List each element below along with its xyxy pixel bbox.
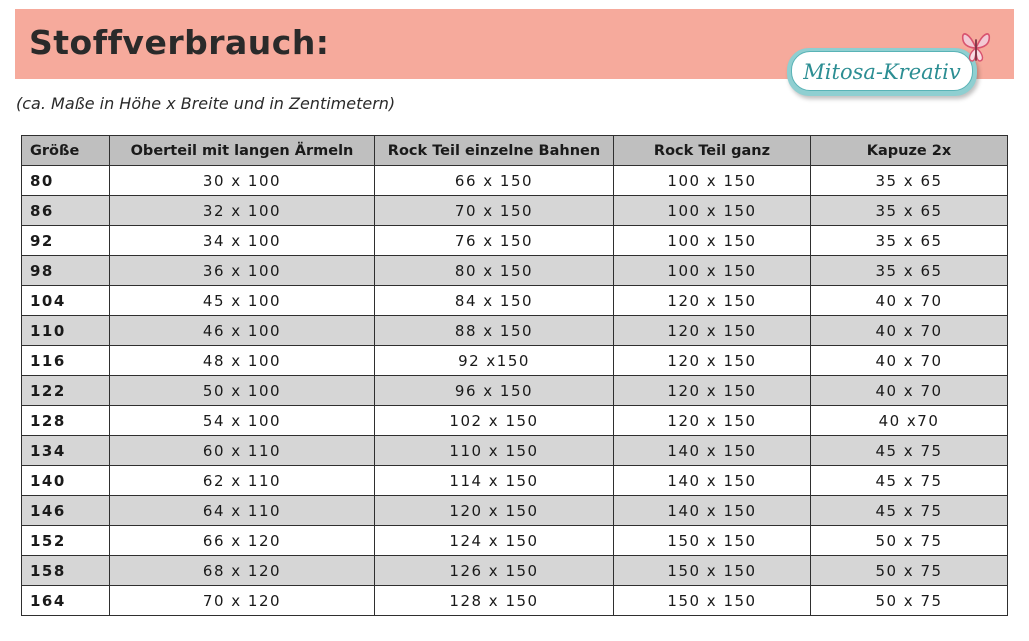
skirt-whole-cell: 140 x 150 xyxy=(614,496,811,526)
hood-cell: 40 x 70 xyxy=(811,316,1008,346)
skirt-whole-cell: 100 x 150 xyxy=(614,226,811,256)
hood-cell: 50 x 75 xyxy=(811,556,1008,586)
skirt-whole-cell: 120 x 150 xyxy=(614,376,811,406)
skirt-panels-cell: 124 x 150 xyxy=(375,526,614,556)
fabric-table xyxy=(21,135,1008,616)
skirt-panels-cell: 70 x 150 xyxy=(375,196,614,226)
table-row xyxy=(22,436,1008,466)
table-row xyxy=(22,166,1008,196)
size-cell: 110 xyxy=(22,316,110,346)
skirt-whole-cell: 150 x 150 xyxy=(614,586,811,616)
skirt-whole-cell: 100 x 150 xyxy=(614,166,811,196)
hood-cell: 45 x 75 xyxy=(811,436,1008,466)
skirt-panels-cell: 66 x 150 xyxy=(375,166,614,196)
page-subtitle: (ca. Maße in Höhe x Breite und in Zentimetern) xyxy=(16,94,396,113)
skirt-panels-cell: 126 x 150 xyxy=(375,556,614,586)
skirt-panels-cell: 88 x 150 xyxy=(375,316,614,346)
table-row xyxy=(22,376,1008,406)
skirt-panels-cell: 128 x 150 xyxy=(375,586,614,616)
top-cell: 34 x 100 xyxy=(110,226,375,256)
top-cell: 46 x 100 xyxy=(110,316,375,346)
skirt-whole-cell: 140 x 150 xyxy=(614,436,811,466)
table-row xyxy=(22,346,1008,376)
size-cell: 158 xyxy=(22,556,110,586)
top-cell: 36 x 100 xyxy=(110,256,375,286)
logo-text: Mitosa-Kreativ xyxy=(803,60,961,84)
top-cell: 54 x 100 xyxy=(110,406,375,436)
table-row xyxy=(22,466,1008,496)
table-row xyxy=(22,316,1008,346)
hood-cell: 35 x 65 xyxy=(811,166,1008,196)
skirt-panels-cell: 92 x150 xyxy=(375,346,614,376)
top-cell: 60 x 110 xyxy=(110,436,375,466)
column-skirt-whole-header: Rock Teil ganz xyxy=(614,136,811,166)
top-cell: 64 x 110 xyxy=(110,496,375,526)
skirt-whole-cell: 120 x 150 xyxy=(614,346,811,376)
table-header-row xyxy=(22,136,1008,166)
skirt-panels-cell: 114 x 150 xyxy=(375,466,614,496)
skirt-whole-cell: 150 x 150 xyxy=(614,526,811,556)
table-row xyxy=(22,256,1008,286)
table-row xyxy=(22,586,1008,616)
butterfly-icon xyxy=(959,28,993,68)
page-title: Stoffverbrauch: xyxy=(29,23,330,62)
size-cell: 164 xyxy=(22,586,110,616)
logo-badge-inner xyxy=(791,51,973,91)
logo-badge xyxy=(787,48,977,96)
hood-cell: 35 x 65 xyxy=(811,196,1008,226)
column-skirt-panels-header: Rock Teil einzelne Bahnen xyxy=(375,136,614,166)
table-row xyxy=(22,226,1008,256)
top-cell: 68 x 120 xyxy=(110,556,375,586)
size-cell: 104 xyxy=(22,286,110,316)
table-row xyxy=(22,286,1008,316)
hood-cell: 40 x70 xyxy=(811,406,1008,436)
table-row xyxy=(22,556,1008,586)
skirt-panels-cell: 80 x 150 xyxy=(375,256,614,286)
size-cell: 140 xyxy=(22,466,110,496)
hood-cell: 40 x 70 xyxy=(811,346,1008,376)
size-cell: 92 xyxy=(22,226,110,256)
top-cell: 48 x 100 xyxy=(110,346,375,376)
skirt-whole-cell: 120 x 150 xyxy=(614,316,811,346)
column-size-header: Größe xyxy=(22,136,110,166)
size-cell: 86 xyxy=(22,196,110,226)
size-cell: 146 xyxy=(22,496,110,526)
skirt-whole-cell: 100 x 150 xyxy=(614,256,811,286)
size-cell: 80 xyxy=(22,166,110,196)
hood-cell: 50 x 75 xyxy=(811,526,1008,556)
skirt-panels-cell: 96 x 150 xyxy=(375,376,614,406)
hood-cell: 35 x 65 xyxy=(811,256,1008,286)
size-cell: 116 xyxy=(22,346,110,376)
table-row xyxy=(22,496,1008,526)
hood-cell: 35 x 65 xyxy=(811,226,1008,256)
column-top-header: Oberteil mit langen Ärmeln xyxy=(110,136,375,166)
hood-cell: 40 x 70 xyxy=(811,376,1008,406)
table-row xyxy=(22,196,1008,226)
hood-cell: 45 x 75 xyxy=(811,466,1008,496)
top-cell: 70 x 120 xyxy=(110,586,375,616)
skirt-panels-cell: 120 x 150 xyxy=(375,496,614,526)
table-row xyxy=(22,406,1008,436)
skirt-whole-cell: 140 x 150 xyxy=(614,466,811,496)
size-cell: 128 xyxy=(22,406,110,436)
top-cell: 32 x 100 xyxy=(110,196,375,226)
size-cell: 98 xyxy=(22,256,110,286)
skirt-panels-cell: 102 x 150 xyxy=(375,406,614,436)
size-cell: 134 xyxy=(22,436,110,466)
skirt-whole-cell: 100 x 150 xyxy=(614,196,811,226)
column-hood-header: Kapuze 2x xyxy=(811,136,1008,166)
brand-logo xyxy=(783,28,993,102)
top-cell: 66 x 120 xyxy=(110,526,375,556)
top-cell: 50 x 100 xyxy=(110,376,375,406)
skirt-whole-cell: 150 x 150 xyxy=(614,556,811,586)
skirt-whole-cell: 120 x 150 xyxy=(614,286,811,316)
hood-cell: 45 x 75 xyxy=(811,496,1008,526)
top-cell: 30 x 100 xyxy=(110,166,375,196)
hood-cell: 40 x 70 xyxy=(811,286,1008,316)
skirt-panels-cell: 84 x 150 xyxy=(375,286,614,316)
top-cell: 45 x 100 xyxy=(110,286,375,316)
skirt-whole-cell: 120 x 150 xyxy=(614,406,811,436)
size-cell: 122 xyxy=(22,376,110,406)
table-row xyxy=(22,526,1008,556)
hood-cell: 50 x 75 xyxy=(811,586,1008,616)
table-body xyxy=(22,166,1008,616)
top-cell: 62 x 110 xyxy=(110,466,375,496)
skirt-panels-cell: 76 x 150 xyxy=(375,226,614,256)
size-cell: 152 xyxy=(22,526,110,556)
skirt-panels-cell: 110 x 150 xyxy=(375,436,614,466)
